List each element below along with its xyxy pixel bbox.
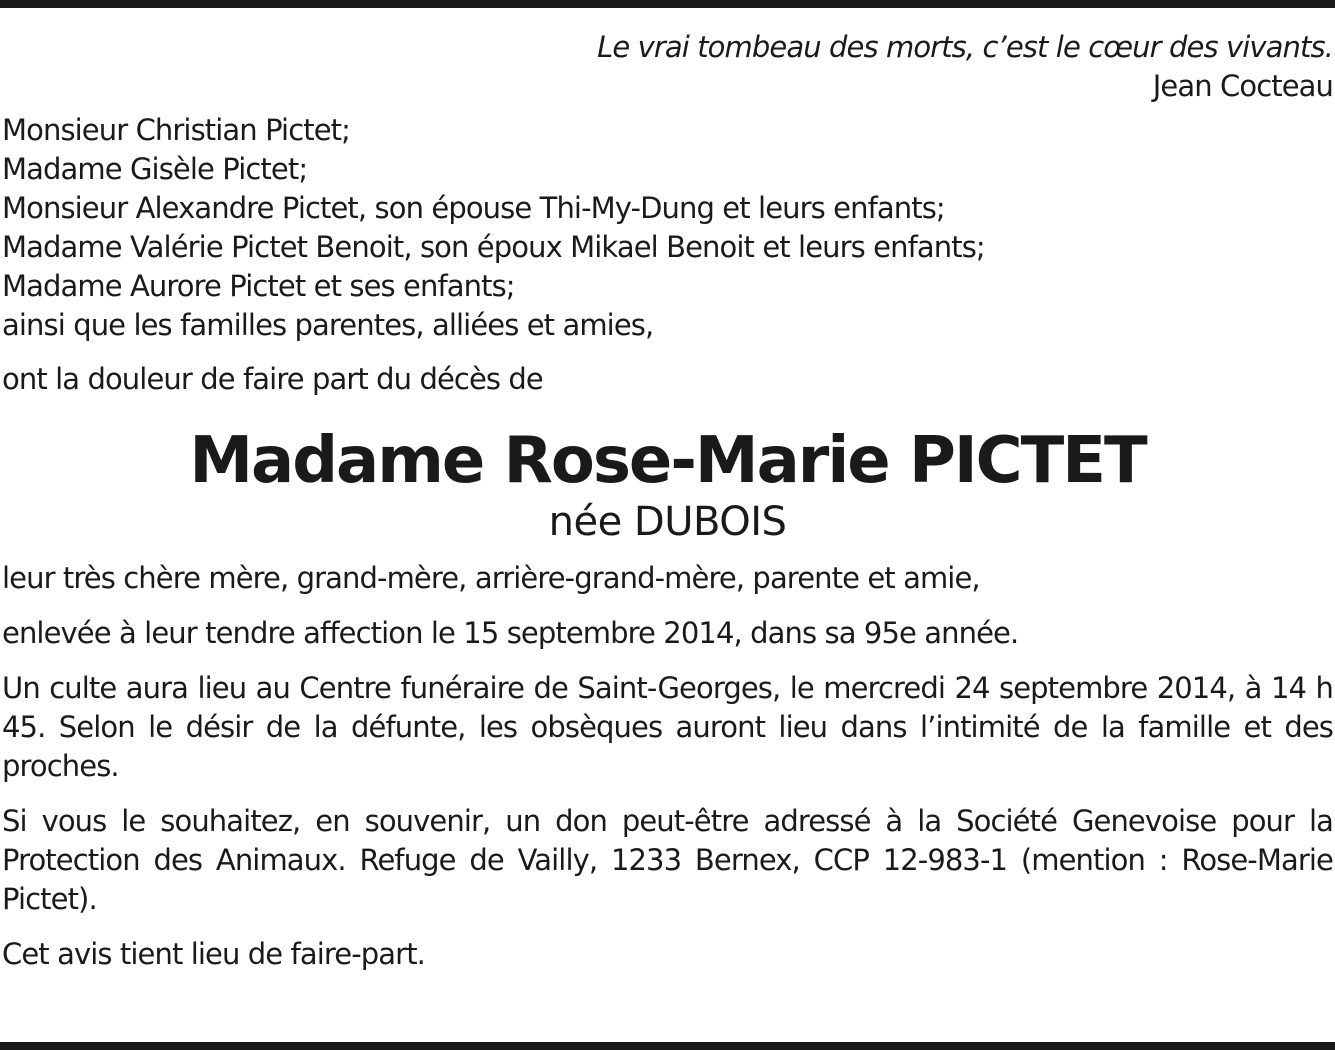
top-border-rule [0, 0, 1335, 8]
family-line: Madame Valérie Pictet Benoit, son époux Mikael Benoit et leurs enfants; [2, 230, 985, 264]
service-paragraph: Un culte aura lieu au Centre funéraire de Saint-Georges, le mercredi 24 septembre 2014, à 14 h 45. Selon le désir de la défunte, les obsèques auront lieu dans l’intimité de la famille et des proches. [2, 671, 1333, 783]
announcement-intro: ont la douleur de faire part du décès de [2, 362, 543, 396]
epigraph-quote: Le vrai tombeau des morts, c’est le cœur des vivants. [597, 30, 1333, 64]
family-line: Madame Aurore Pictet et ses enfants; [2, 269, 515, 303]
family-line: ainsi que les familles parentes, alliées et amies, [2, 308, 654, 342]
epigraph-author: Jean Cocteau [1152, 69, 1333, 103]
epigraph [2, 28, 1333, 106]
closing-paragraph: Cet avis tient lieu de faire-part. [2, 937, 425, 971]
family-line: Monsieur Alexandre Pictet, son épouse Thi-My-Dung et leurs enfants; [2, 191, 945, 225]
death-date-paragraph: enlevée à leur tendre affection le 15 septembre 2014, dans sa 95e année. [2, 616, 1019, 650]
family-list [2, 111, 1333, 345]
deceased-maiden-name: née DUBOIS [548, 499, 787, 545]
family-line: Madame Gisèle Pictet; [2, 152, 308, 186]
family-line: Monsieur Christian Pictet; [2, 113, 350, 147]
bottom-border-rule [0, 1042, 1335, 1050]
donation-paragraph: Si vous le souhaitez, en souvenir, un don peut-être adressé à la Société Genevoise pour la Protection des Animaux. Refuge de Vailly, 1233 Bernex, CCP 12-983-1 (mention : Rose-Marie Pictet). [2, 804, 1333, 916]
deceased-name: Madame Rose-Marie PICTET [189, 424, 1146, 498]
obituary-notice [2, 28, 1333, 974]
relation-paragraph: leur très chère mère, grand-mère, arrière-grand-mère, parente et amie, [2, 561, 980, 595]
